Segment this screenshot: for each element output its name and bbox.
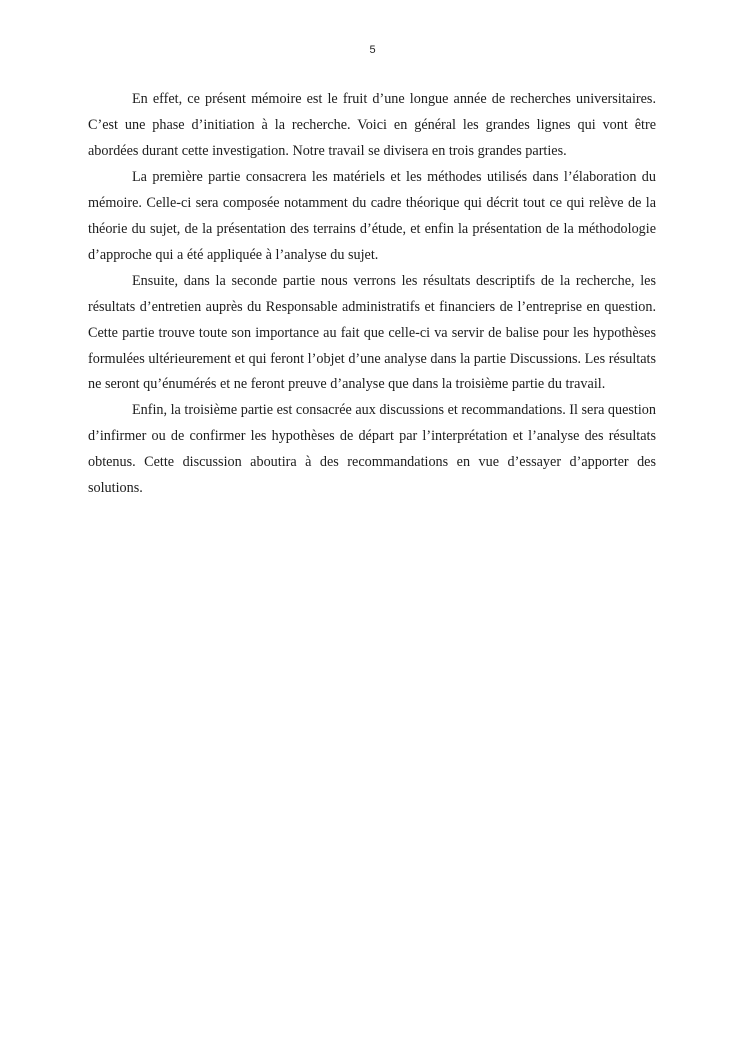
paragraph-first-part: La première partie consacrera les matériels et les méthodes utilisés dans l’élaboration du mémoire. Celle-ci sera composée notamment du cadre théorique qui décrit tout ce qui relève de la théorie du sujet, de la présentation des terrains d’étude, et enfin la présentation de la méthodologie d’approche qui a été appliquée à l’analyse du sujet. — [88, 168, 656, 263]
paragraph-second-part: Ensuite, dans la seconde partie nous verrons les résultats descriptifs de la recherche, les résultats d’entretien auprès du Responsable administratifs et financiers de l’entreprise en question. Cette partie trouve toute son importance au fait que celle-ci va servir de balise pour les hypothèses formulées ultérieurement et qui feront l’objet d’une analyse dans la partie Discussions. Les résultats ne seront qu’énumérés et ne feront preuve d’analyse que dans la troisième partie du travail. — [88, 272, 656, 393]
page-number: 5 — [369, 44, 376, 56]
paragraph-introduction: En effet, ce présent mémoire est le fruit d’une longue année de recherches universitaires. C’est une phase d’initiation à la recherche. Voici en général les grandes lignes qui vont être abordées durant cette investigation. Notre travail se divisera en trois grandes parties. — [88, 91, 656, 159]
paragraph-third-part: Enfin, la troisième partie est consacrée aux discussions et recommandations. Il sera question d’infirmer ou de confirmer les hypothèses de départ par l’interprétation et l’analyse des résultats obtenus. Cette discussion aboutira à des recommandations en vue d’essayer d’apporter des solutions. — [88, 402, 656, 497]
body-text — [88, 87, 656, 502]
